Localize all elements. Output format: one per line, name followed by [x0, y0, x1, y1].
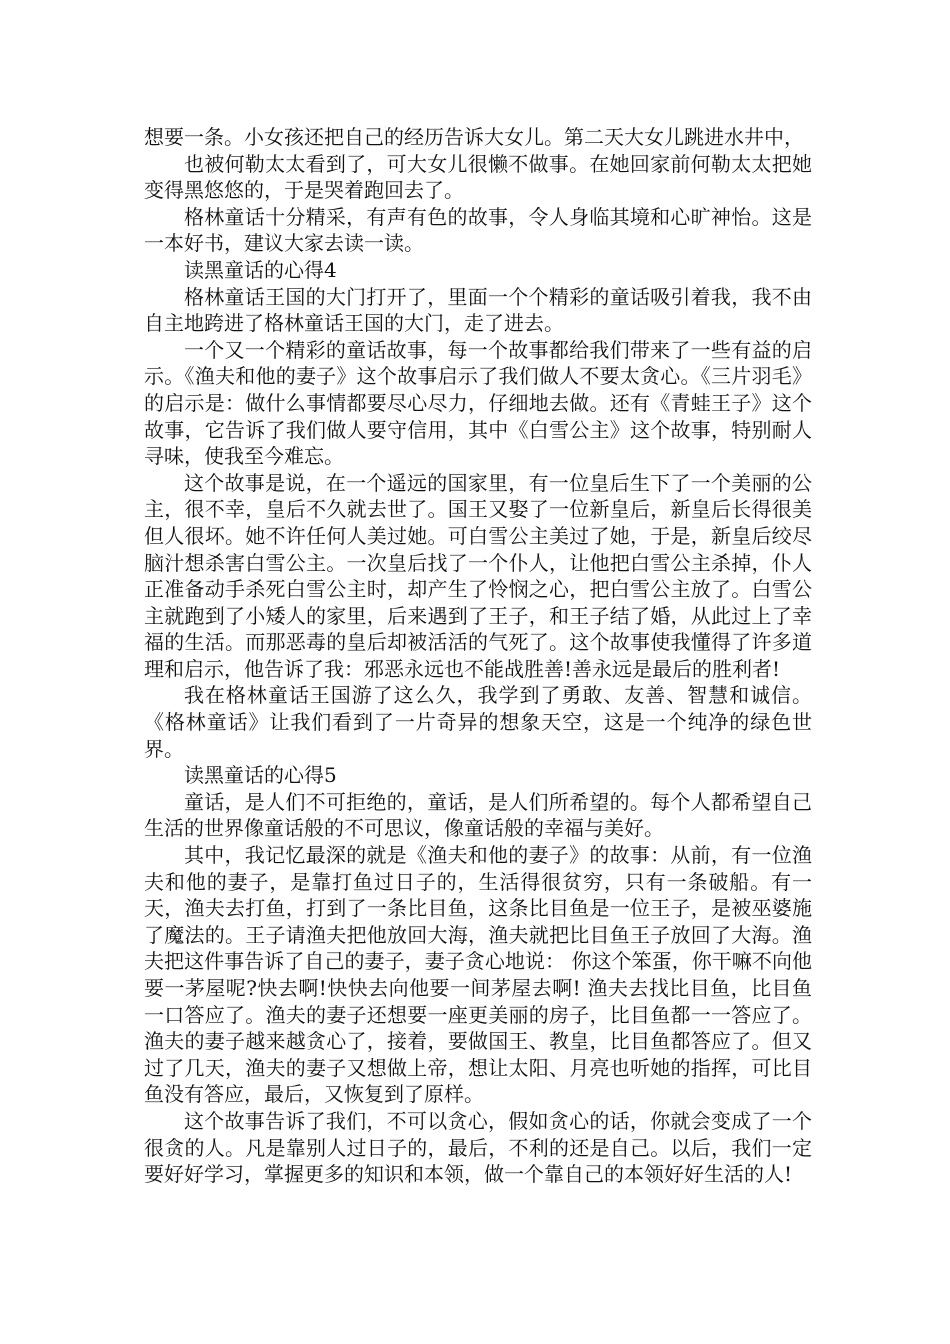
paragraph: 也被何勒太太看到了，可大女儿很懒不做事。在她回家前何勒太太把她变得黑悠悠的，于是哭着跑回去了。 [144, 151, 812, 203]
paragraph: 这个故事告诉了我们，不可以贪心，假如贪心的话，你就会变成了一个很贪的人。凡是靠别人过日子的，最后，不利的还是自己。以后，我们一定要好好学习，掌握更多的知识和本领，做一个靠自己的本领好好生活的人! [144, 1108, 812, 1187]
paragraph: 想要一条。小女孩还把自己的经历告诉大女儿。第二天大女儿跳进水井中， [144, 125, 804, 149]
section-heading: 读黑童话的心得4 [184, 257, 337, 282]
document-body [144, 124, 812, 1188]
paragraph: 格林童话王国的大门打开了，里面一个个精彩的童话吸引着我，我不由自主地跨进了格林童话王国的大门，走了进去。 [144, 284, 812, 336]
paragraph: 格林童话十分精采，有声有色的故事，令人身临其境和心旷神怡。这是一本好书，建议大家去读一读。 [144, 204, 812, 256]
paragraph: 童话，是人们不可拒绝的，童话，是人们所希望的。每个人都希望自己生活的世界像童话般的不可思议，像童话般的幸福与美好。 [144, 789, 812, 841]
paragraph: 一个又一个精彩的童话故事，每一个故事都给我们带来了一些有益的启示。《渔夫和他的妻子》这个故事启示了我们做人不要太贪心。《三片羽毛》的启示是：做什么事情都要尽心尽力，仔细地去做。还有《青蛙王子》这个故事，它告诉了我们做人要守信用，其中《白雪公主》这个故事，特别耐人寻味，使我至今难忘。 [144, 337, 812, 469]
section-heading: 读黑童话的心得5 [184, 763, 337, 788]
paragraph: 其中，我记忆最深的就是《渔夫和他的妻子》的故事：从前，有一位渔夫和他的妻子，是靠打鱼过日子的，生活得很贫穷，只有一条破船。有一天，渔夫去打鱼，打到了一条比目鱼，这条比目鱼是一位王子，是被巫婆施了魔法的。王子请渔夫把他放回大海，渔夫就把比目鱼王子放回了大海。渔夫把这件事告诉了自己的妻子，妻子贪心地说： 你这个笨蛋，你干嘛不向他要一茅屋呢?快去啊!快快去向他要一间茅屋去啊! 渔夫去找比目鱼，比目鱼一口答应了。渔夫的妻子还想要一座更美丽的房子，比目鱼都一一答应了。渔夫的妻子越来越贪心了，接着，要做国王、教皇，比目鱼都答应了。但又过了几天，渔夫的妻子又想做上帝，想让太阳、月亮也听她的指挥，可比目鱼没有答应，最后，又恢复到了原样。 [144, 843, 812, 1107]
paragraph: 我在格林童话王国游了这么久，我学到了勇敢、友善、智慧和诚信。《格林童话》让我们看到了一片奇异的想象天空，这是一个纯净的绿色世界。 [144, 683, 812, 761]
paragraph: 这个故事是说，在一个遥远的国家里，有一位皇后生下了一个美丽的公主，很不幸，皇后不久就去世了。国王又娶了一位新皇后，新皇后长得很美但人很坏。她不许任何人美过她。可白雪公主美过了她，于是，新皇后绞尽脑汁想杀害白雪公主。一次皇后找了一个仆人，让他把白雪公主杀掉，仆人正准备动手杀死白雪公主时，却产生了怜悯之心，把白雪公主放了。白雪公主就跑到了小矮人的家里，后来遇到了王子，和王子结了婚，从此过上了幸福的生活。而那恶毒的皇后却被活活的气死了。这个故事使我懂得了许多道理和启示，他告诉了我：邪恶永远也不能战胜善!善永远是最后的胜利者! [144, 470, 812, 681]
